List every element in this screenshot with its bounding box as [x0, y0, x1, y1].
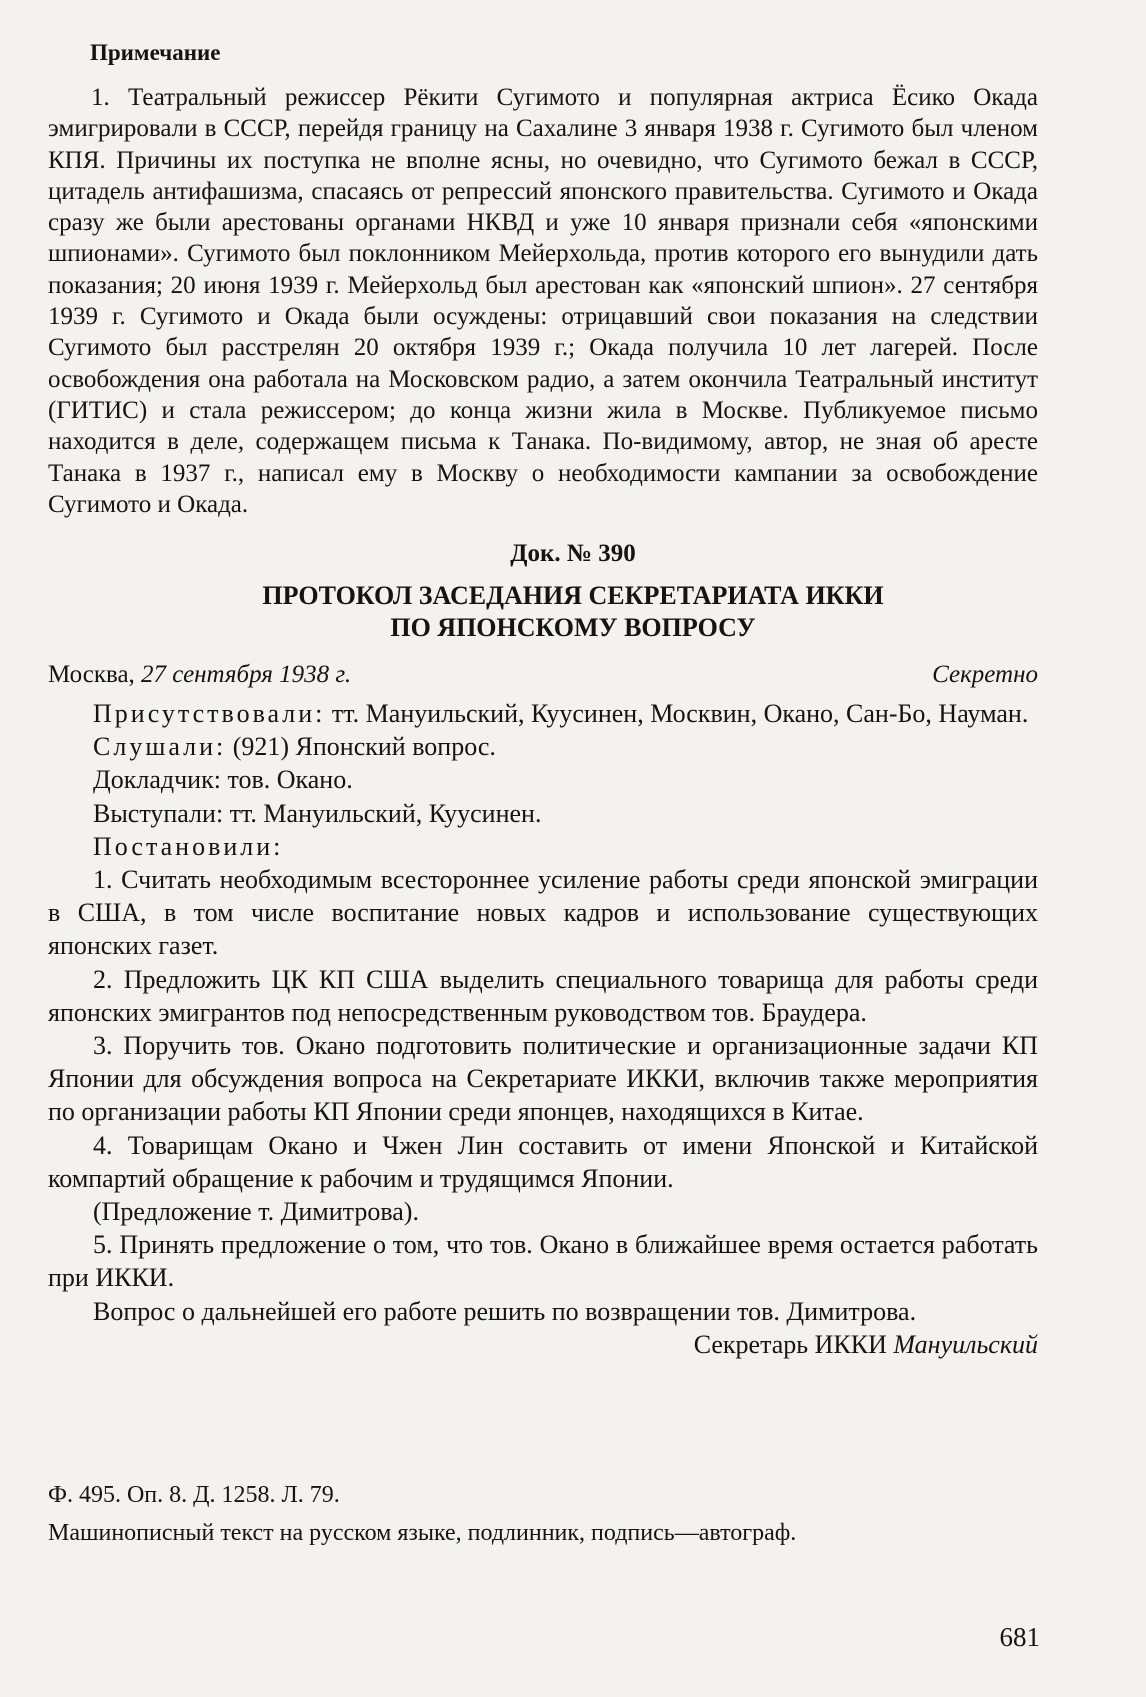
speaker-line: Докладчик: тов. Окано.	[93, 765, 353, 795]
resolution-item-5: 5. Принять предложение о том, что тов. Окано в ближайшее время остается работать при ИККИ.	[48, 1230, 1038, 1293]
resolution-note: (Предложение т. Димитрова).	[93, 1197, 419, 1227]
classification: Секретно	[932, 661, 1038, 688]
heard-text: (921) Японский вопрос.	[232, 732, 496, 762]
signature-name: Мануильский	[893, 1329, 1038, 1359]
resolution-item-1: 1. Считать необходимым всестороннее усиление работы среди японской эмиграции в США, в том числе воспитание новых кадров и использование существующих японских газет.	[48, 865, 1038, 961]
document-number: Док. № 390	[510, 540, 636, 567]
resolved-label: Постановили:	[93, 831, 284, 861]
page-number: 681	[999, 1622, 1040, 1652]
heard-label: Слушали:	[93, 732, 227, 762]
present-line	[48, 697, 1038, 730]
resolution-item-6: Вопрос о дальнейшей его работе решить по возвращении тов. Димитрова.	[93, 1296, 917, 1326]
archive-description: Машинописный текст на русском языке, подлинник, подпись—автограф.	[48, 1520, 797, 1546]
note-heading: Примечание	[90, 40, 221, 65]
signature-role: Секретарь ИККИ	[693, 1329, 887, 1359]
archive-info	[48, 1476, 1038, 1552]
document-title	[0, 580, 1146, 644]
archive-reference: Ф. 495. Оп. 8. Д. 1258. Л. 79.	[48, 1482, 340, 1508]
resolution-item-4: 4. Товарищам Окано и Чжен Лин составить от имени Японской и Китайской компартий обращение к рабочим и трудящимся Японии.	[48, 1130, 1038, 1193]
resolution-item-2: 2. Предложить ЦК КП США выделить специального товарища для работы среди японских эмигрантов под непосредственным руководством тов. Браудера.	[48, 964, 1038, 1027]
place-and-date	[48, 661, 351, 689]
title-line-1: ПРОТОКОЛ ЗАСЕДАНИЯ СЕКРЕТАРИАТА ИККИ	[262, 581, 884, 610]
protocol-body	[48, 697, 1038, 1361]
signature	[48, 1328, 1038, 1361]
place-date-line	[48, 661, 1038, 689]
title-line-2: ПО ЯПОНСКОМУ ВОПРОСУ	[390, 613, 756, 642]
place: Москва,	[48, 661, 135, 688]
resolution-item-3: 3. Поручить тов. Окано подготовить политические и организационные задачи КП Японии для обсуждения вопроса на Секретариате ИККИ, включив также мероприятия по организации работы КП Японии среди японцев, находящихся в Китае.	[48, 1031, 1038, 1127]
note-text: 1. Театральный режиссер Рёкити Сугимото и популярная актриса Ёсико Окада эмигрировали в СССР, перейдя границу на Сахалине 3 января 1938 г. Сугимото был членом КПЯ. Причины их поступка не вполне ясны, но очевидно, что Сугимото бежал в СССР, цитадель антифашизма, спасаясь от репрессий японского правительства. Сугимото и Окада сразу же были арестованы органами НКВД и уже 10 января признали себя «японскими шпионами». Сугимото был поклонником Мейерхольда, против которого его вынудили дать показания; 20 июня 1939 г. Мейерхольд был арестован как «японский шпион». 27 сентября 1939 г. Сугимото и Окада были осуждены: отрицавший свои показания на следствии Сугимото был расстрелян 20 октября 1939 г.; Окада получила 10 лет лагерей. После освобождения она работала на Московском радио, а затем окончила Театральный институт (ГИТИС) и стала режиссером; до конца жизни жила в Москве. Публикуемое письмо находится в деле, содержащем письма к Танака. По-видимому, автор, не зная об аресте Танака в 1937 г., написал ему в Москву о необходимости кампании за освобождение Сугимото и Окада.	[48, 84, 1038, 518]
date: 27 сентября 1938 г.	[141, 661, 352, 688]
present-text: тт. Мануильский, Куусинен, Москвин, Окано, Сан-Бо, Науман.	[331, 699, 1029, 728]
spoke-line: Выступали: тт. Мануильский, Куусинен.	[93, 798, 542, 828]
heard-line	[48, 730, 1038, 763]
present-label: Присутствовали:	[93, 699, 326, 728]
